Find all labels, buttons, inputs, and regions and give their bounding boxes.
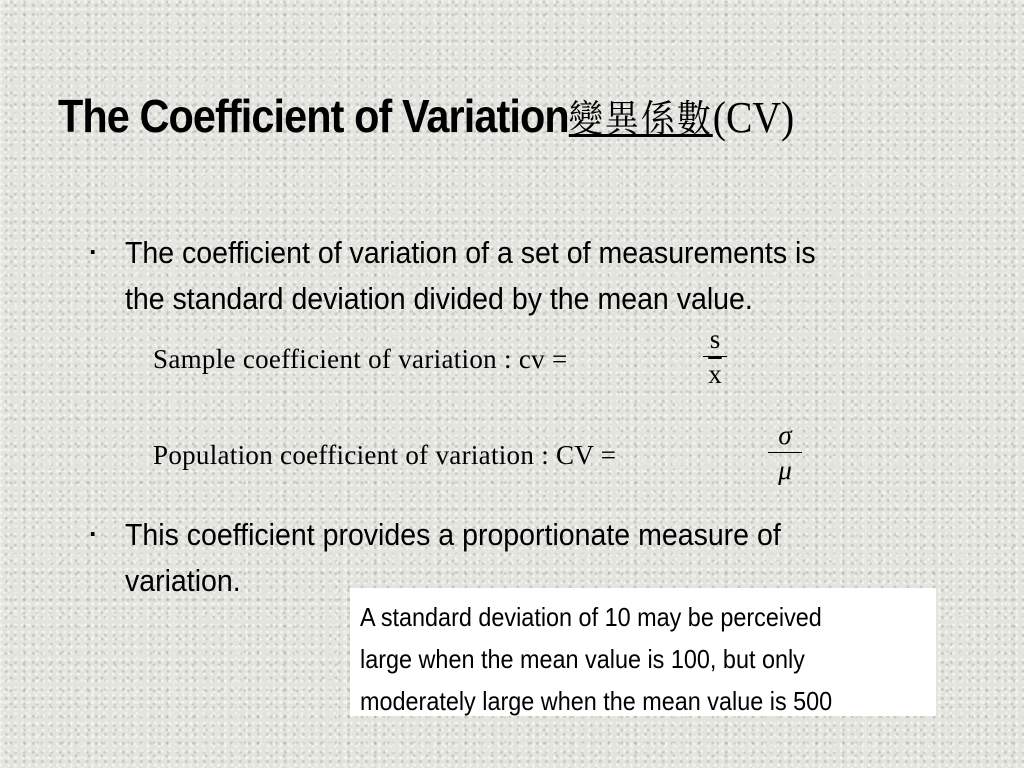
bullet-definition — [90, 230, 863, 322]
population-numerator: σ — [778, 420, 792, 450]
population-denominator: μ — [778, 455, 792, 485]
sample-denominator: x — [708, 359, 722, 389]
note-box — [350, 588, 936, 716]
bullet-marker: ▪ — [90, 526, 96, 543]
fraction-bar — [703, 356, 727, 357]
bullet-text: The coefficient of variation of a set of measurements is the standard deviation divided by the mean value. — [124, 235, 816, 316]
slide-title — [58, 88, 794, 143]
title-abbrev: (CV) — [712, 93, 795, 142]
bullet-marker: ▪ — [90, 244, 96, 261]
sample-fraction — [703, 324, 727, 389]
note-line: A standard deviation of 10 may be perceived — [360, 602, 822, 632]
title-chinese: 變異係數 — [568, 97, 713, 141]
population-fraction — [768, 420, 802, 485]
note-line: large when the mean value is 100, but only — [360, 644, 805, 674]
sample-numerator: s — [709, 324, 721, 354]
sample-formula-label: Sample coefficient of variation : cv = — [153, 344, 568, 374]
fraction-bar — [768, 452, 802, 453]
title-english: The Coefficient of Variation — [58, 90, 569, 142]
note-line: moderately large when the mean value is 500 — [360, 686, 833, 716]
population-formula-label: Population coefficient of variation : CV = — [153, 440, 617, 470]
bullet-text: This coefficient provides a proportionate measure of variation. — [124, 517, 781, 598]
